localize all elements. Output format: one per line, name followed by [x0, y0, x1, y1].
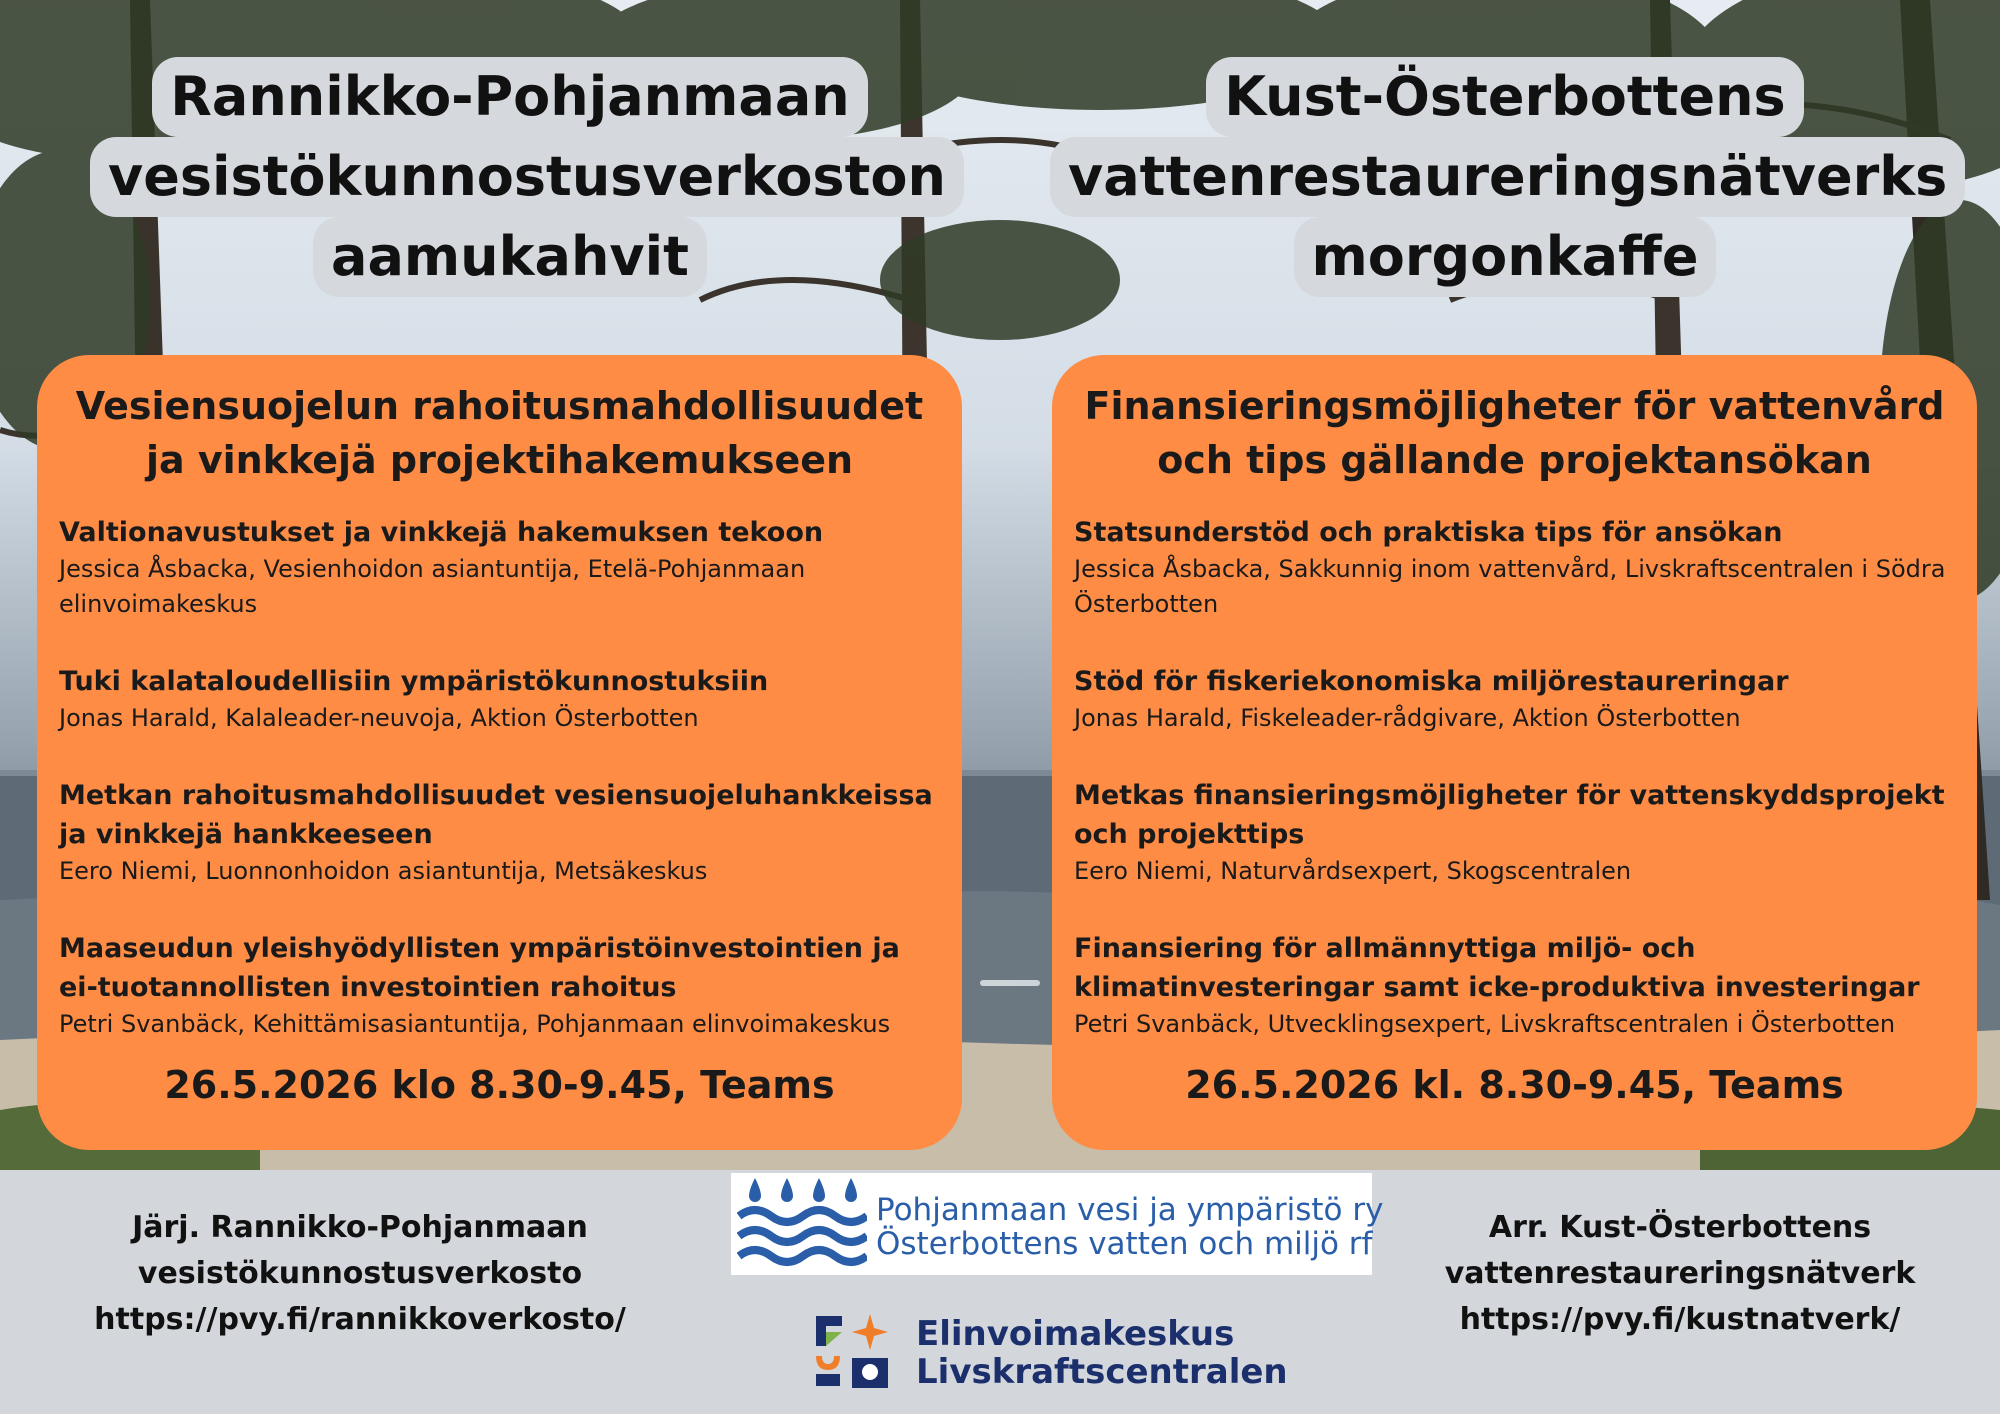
card-sv-heading-line-2: och tips gällande projektansökan — [1157, 438, 1872, 482]
pvy-logo — [731, 1173, 1384, 1275]
item-speaker: Jessica Åsbacka, Vesienhoidon asiantuntija, Etelä-Pohjanmaan elinvoimakeskus — [59, 555, 806, 618]
program-card-sv — [1052, 355, 1977, 1150]
item-title: Tuki kalataloudellisiin ympäristökunnostuksiin — [59, 666, 769, 697]
program-item-sv-2 — [1074, 662, 1955, 736]
title-fi-line-2: vesistökunnostusverkoston — [90, 137, 964, 217]
program-item-sv-3 — [1074, 776, 1955, 889]
card-fi-heading-line-2: ja vinkkejä projektihakemukseen — [145, 438, 854, 482]
pvy-name-sv: Österbottens vatten och miljö rf — [876, 1226, 1373, 1262]
program-item-fi-1 — [59, 513, 940, 622]
title-sv-line-3: morgonkaffe — [1294, 217, 1717, 297]
organizer-sv-line-2: vattenrestaureringsnätverk — [1444, 1256, 1916, 1291]
item-speaker: Petri Svanbäck, Kehittämisasiantuntija, Pohjanmaan elinvoimakeskus — [59, 1010, 891, 1038]
item-title: Metkan rahoitusmahdollisuudet vesiensuojeluhankkeissa ja vinkkejä hankkeeseen — [59, 780, 933, 850]
event-date-sv: 26.5.2026 kl. 8.30-9.45, Teams — [1185, 1063, 1844, 1107]
item-speaker: Petri Svanbäck, Utvecklingsexpert, Livskraftscentralen i Österbotten — [1074, 1010, 1896, 1038]
program-card-fi — [37, 355, 962, 1150]
pvy-name-fi: Pohjanmaan vesi ja ympäristö ry — [876, 1192, 1384, 1228]
organizer-sv-link[interactable]: https://pvy.fi/kustnatverk/ — [1459, 1302, 1901, 1337]
item-speaker: Jonas Harald, Fiskeleader-rådgivare, Aktion Österbotten — [1074, 704, 1741, 732]
ely-name-sv: Livskraftscentralen — [916, 1352, 1288, 1392]
organizer-sv — [1385, 1205, 1975, 1343]
item-speaker: Eero Niemi, Luonnonhoidon asiantuntija, Metsäkeskus — [59, 857, 708, 885]
event-date-fi: 26.5.2026 klo 8.30-9.45, Teams — [164, 1063, 835, 1107]
organizer-fi-line-2: vesistökunnostusverkosto — [137, 1256, 583, 1291]
organizer-fi-link[interactable]: https://pvy.fi/rannikkoverkosto/ — [94, 1302, 626, 1337]
title-sv-line-2: vattenrestaureringsnätverks — [1050, 137, 1965, 217]
elinvoimakeskus-logo — [812, 1312, 1332, 1392]
card-sv-heading-line-1: Finansieringsmöjligheter för vattenvård — [1084, 384, 1945, 428]
title-sv — [1050, 57, 1960, 297]
ely-name-fi: Elinvoimakeskus — [916, 1314, 1235, 1354]
item-title: Finansiering för allmännyttiga miljö- och klimatinvesteringar samt icke-produktiva investeringar — [1074, 933, 1920, 1003]
ely-emblem-icon — [812, 1312, 892, 1392]
water-drops-waves-icon — [737, 1174, 867, 1274]
program-item-sv-4 — [1074, 929, 1955, 1042]
program-item-fi-4 — [59, 929, 940, 1042]
card-fi-heading-line-1: Vesiensuojelun rahoitusmahdollisuudet — [75, 384, 924, 428]
item-speaker: Jessica Åsbacka, Sakkunnig inom vattenvård, Livskraftscentralen i Södra Österbotten — [1074, 555, 1946, 618]
program-item-fi-2 — [59, 662, 940, 736]
organizer-fi-line-1: Järj. Rannikko-Pohjanmaan — [132, 1210, 588, 1245]
item-title: Statsunderstöd och praktiska tips för ansökan — [1074, 517, 1783, 548]
item-title: Stöd för fiskeriekonomiska miljörestaureringar — [1074, 666, 1789, 697]
title-fi-line-3: aamukahvit — [313, 217, 707, 297]
item-title: Metkas finansieringsmöjligheter för vattenskyddsprojekt och projekttips — [1074, 780, 1945, 850]
title-fi-line-1: Rannikko-Pohjanmaan — [152, 57, 867, 137]
item-speaker: Jonas Harald, Kalaleader-neuvoja, Aktion Österbotten — [59, 704, 699, 732]
title-fi — [90, 57, 946, 297]
item-speaker: Eero Niemi, Naturvårdsexpert, Skogscentralen — [1074, 857, 1632, 885]
organizer-fi — [30, 1205, 690, 1343]
organizer-sv-line-1: Arr. Kust-Österbottens — [1488, 1210, 1872, 1245]
title-sv-line-1: Kust-Österbottens — [1206, 57, 1803, 137]
program-item-sv-1 — [1074, 513, 1955, 622]
item-title: Valtionavustukset ja vinkkejä hakemuksen tekoon — [59, 517, 824, 548]
card-sv-heading — [1074, 379, 1955, 487]
card-fi-heading — [59, 379, 940, 487]
program-item-fi-3 — [59, 776, 940, 889]
item-title: Maaseudun yleishyödyllisten ympäristöinvestointien ja ei-tuotannollisten investointien rahoitus — [59, 933, 900, 1003]
